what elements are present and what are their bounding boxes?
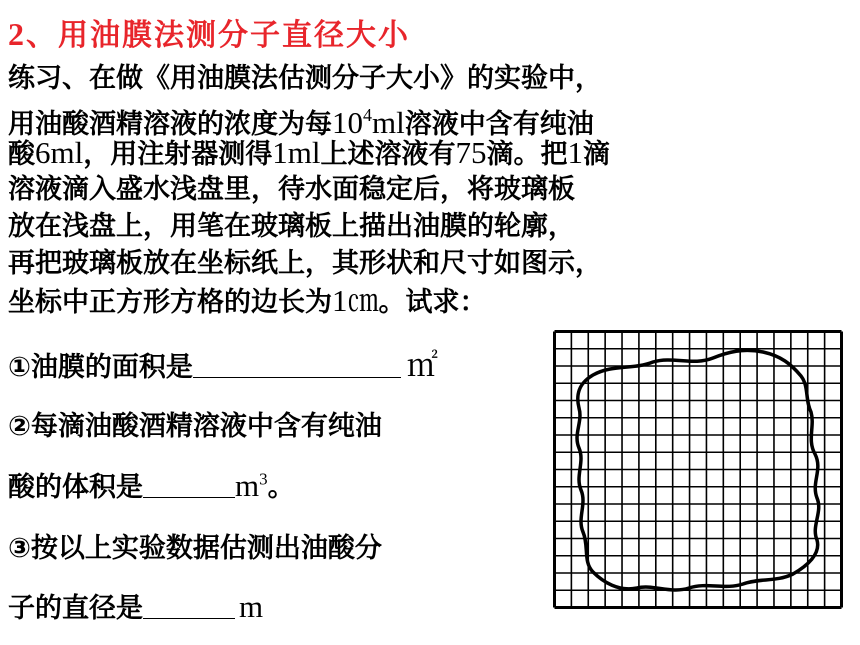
paragraph-line-3 [8,134,856,171]
question-2-line-2 [8,465,295,504]
question-3-line-1: ③按以上实验数据估测出油酸分 [8,533,382,564]
answer-blank-2[interactable] [143,471,235,498]
question-2-end: 。 [267,472,295,503]
question-2-text: 酸的体积是 [8,472,143,503]
question-3-unit: m [239,589,264,624]
paragraph-line-4: 溶液滴入盛水浅盘里，待水面稳定后，将玻璃板 [8,174,575,205]
grid-figure [553,330,843,609]
question-2-unit-exponent: 3 [259,469,268,489]
grid-side-length: 1㎝ [332,283,379,318]
single-drop: 1 [567,135,583,170]
line-3-text-g: 滴。把 [486,139,568,170]
line-2-text-e: 溶液中含有纯油 [404,109,594,140]
problem-paragraph [8,60,856,319]
paragraph-line-2 [8,97,856,140]
paragraph-line-1: 练习、在做《用油膜法估测分子大小》的实验中， [8,63,602,94]
oil-volume: 6ml [35,135,84,170]
concentration-exponent: 4 [363,105,372,125]
question-2-line-1: ②每滴油酸酒精溶液中含有纯油 [8,411,382,442]
question-1 [8,340,438,385]
paragraph-line-6: 再把玻璃板放在坐标纸上，其形状和尺寸如图示， [8,248,602,279]
paragraph-line-5: 放在浅盘上，用笔在玻璃板上描出油膜的轮廓， [8,211,575,242]
answer-blank-3[interactable] [143,592,235,619]
line-3-text-a: 酸 [8,139,35,170]
section-title [8,10,410,54]
question-1-text: ①油膜的面积是 [8,352,193,383]
line-7-text-c: 。试求： [378,287,487,318]
section-number: 2 [8,16,26,52]
drop-count: 75 [455,135,487,170]
question-2-unit [235,468,268,503]
question-3-line-2 [8,586,263,625]
concentration-unit: ml [372,105,405,140]
line-7-text-a: 坐标中正方形方格的边长为 [8,287,332,318]
line-3-text-e: 上述溶液有 [320,139,456,170]
section-title-text: 、用油膜法测分子直径大小 [26,18,410,53]
line-3-text-c: ，用注射器测得 [83,139,273,170]
paragraph-line-7 [8,282,856,319]
question-1-unit: ㎡ [406,348,438,383]
concentration-base: 10 [332,105,363,140]
question-3-text: 子的直径是 [8,593,143,624]
answer-blank-1[interactable] [193,351,401,378]
line-3-text-i: 滴 [582,139,610,170]
line-2-text-a: 用油酸酒精溶液的浓度为每 [8,109,332,140]
solution-volume: 1ml [272,135,321,170]
question-2-unit-base: m [235,468,260,503]
